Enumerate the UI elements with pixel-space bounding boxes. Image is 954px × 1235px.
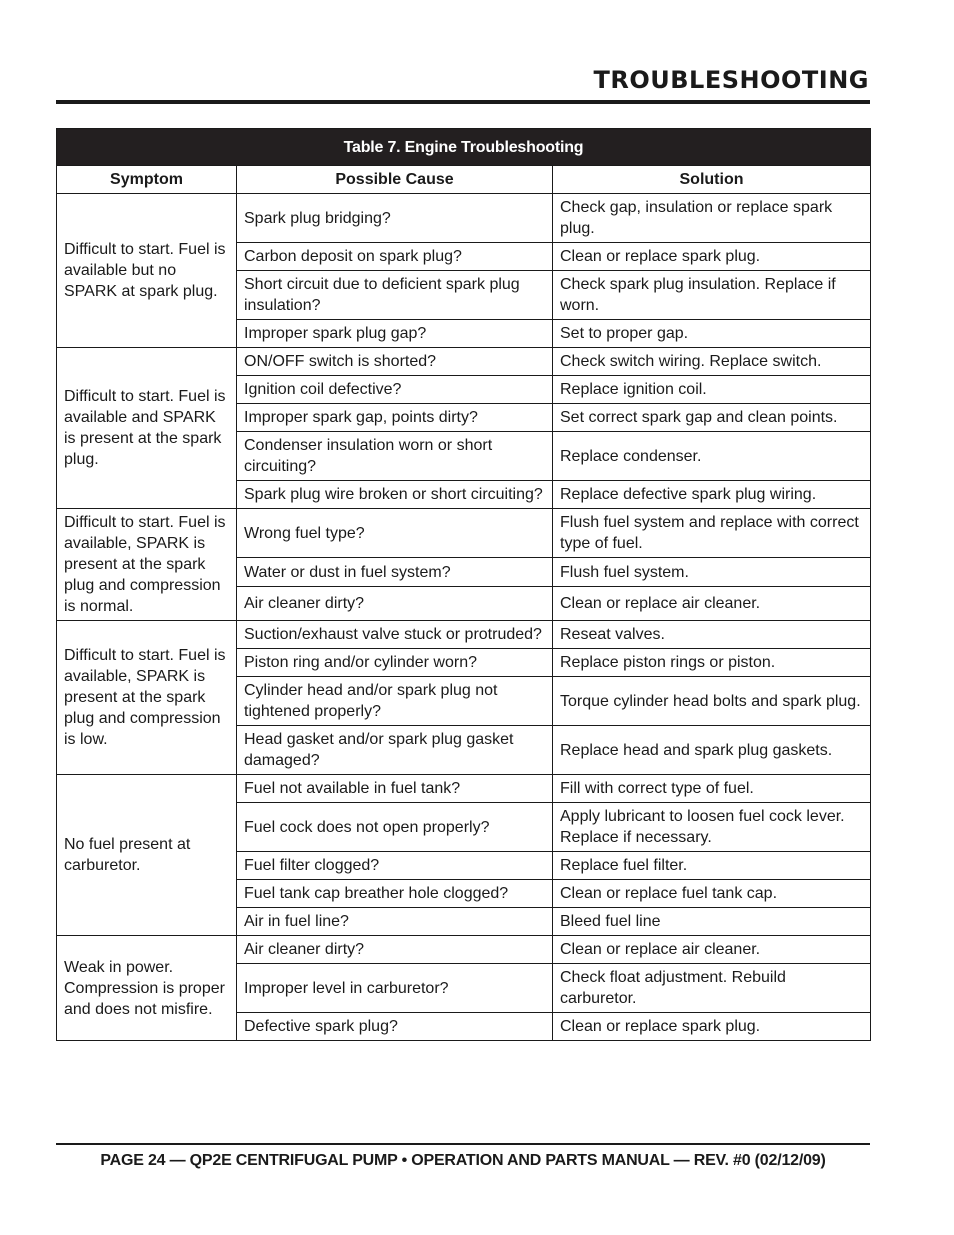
solution-cell: Replace head and spark plug gaskets. [553,726,871,775]
solution-cell: Flush fuel system. [553,558,871,586]
solution-cell: Set correct spark gap and clean points. [553,404,871,432]
solution-cell: Set to proper gap. [553,320,871,348]
table-caption: Table 7. Engine Troubleshooting [57,129,871,166]
column-header-possible-cause: Possible Cause [237,166,553,194]
table-header-row [57,166,871,194]
table-row [57,775,871,803]
solution-cell: Replace ignition coil. [553,376,871,404]
page-header [56,64,869,96]
cause-cell: Fuel filter clogged? [237,852,553,880]
cause-cell: Condenser insulation worn or short circuiting? [237,432,553,481]
cause-cell: Head gasket and/or spark plug gasket damaged? [237,726,553,775]
cause-cell: Short circuit due to deficient spark plug insulation? [237,271,553,320]
cause-cell: Air in fuel line? [237,908,553,936]
symptom-cell: Difficult to start. Fuel is available and SPARK is present at the spark plug. [57,348,237,509]
cause-cell: ON/OFF switch is shorted? [237,348,553,376]
cause-cell: Improper spark plug gap? [237,320,553,348]
solution-cell: Replace piston rings or piston. [553,649,871,677]
solution-cell: Reseat valves. [553,621,871,649]
solution-cell: Check spark plug insulation. Replace if worn. [553,271,871,320]
solution-cell: Replace defective spark plug wiring. [553,481,871,509]
cause-cell: Defective spark plug? [237,1013,553,1041]
solution-cell: Clean or replace fuel tank cap. [553,880,871,908]
cause-cell: Air cleaner dirty? [237,586,553,620]
solution-cell: Clean or replace spark plug. [553,243,871,271]
solution-cell: Flush fuel system and replace with correct type of fuel. [553,509,871,558]
cause-cell: Carbon deposit on spark plug? [237,243,553,271]
cause-cell: Fuel cock does not open properly? [237,803,553,852]
cause-cell: Spark plug wire broken or short circuiting? [237,481,553,509]
table-row [57,509,871,558]
solution-cell: Torque cylinder head bolts and spark plug. [553,677,871,726]
cause-cell: Piston ring and/or cylinder worn? [237,649,553,677]
cause-cell: Spark plug bridging? [237,194,553,243]
symptom-cell: Difficult to start. Fuel is available, SPARK is present at the spark plug and compression is low. [57,621,237,775]
solution-cell: Clean or replace spark plug. [553,1013,871,1041]
table-row [57,194,871,243]
solution-cell: Apply lubricant to loosen fuel cock lever. Replace if necessary. [553,803,871,852]
symptom-cell: Weak in power. Compression is proper and does not misfire. [57,936,237,1041]
cause-cell: Suction/exhaust valve stuck or protruded? [237,621,553,649]
column-header-solution: Solution [553,166,871,194]
solution-cell: Clean or replace air cleaner. [553,936,871,964]
solution-cell: Replace condenser. [553,432,871,481]
cause-cell: Wrong fuel type? [237,509,553,558]
cause-cell: Fuel tank cap breather hole clogged? [237,880,553,908]
symptom-cell: Difficult to start. Fuel is available, SPARK is present at the spark plug and compression is normal. [57,509,237,621]
symptom-cell: Difficult to start. Fuel is available but no SPARK at spark plug. [57,194,237,348]
page-footer: PAGE 24 — QP2E CENTRIFUGAL PUMP • OPERATION AND PARTS MANUAL — REV. #0 (02/12/09) [100,1152,826,1169]
cause-cell: Cylinder head and/or spark plug not tightened properly? [237,677,553,726]
solution-cell: Clean or replace air cleaner. [553,586,871,620]
solution-cell: Replace fuel filter. [553,852,871,880]
column-header-symptom: Symptom [57,166,237,194]
header-rule [56,100,870,104]
footer-rule [56,1143,870,1145]
table-row [57,621,871,649]
engine-troubleshooting-table [56,128,871,1041]
solution-cell: Check switch wiring. Replace switch. [553,348,871,376]
cause-cell: Ignition coil defective? [237,376,553,404]
page-title: TROUBLESHOOTING [593,66,869,94]
solution-cell: Fill with correct type of fuel. [553,775,871,803]
solution-cell: Check gap, insulation or replace spark plug. [553,194,871,243]
table-row [57,936,871,964]
solution-cell: Bleed fuel line [553,908,871,936]
cause-cell: Improper spark gap, points dirty? [237,404,553,432]
cause-cell: Water or dust in fuel system? [237,558,553,586]
table-row [57,348,871,376]
symptom-cell: No fuel present at carburetor. [57,775,237,936]
cause-cell: Improper level in carburetor? [237,964,553,1013]
solution-cell: Check float adjustment. Rebuild carburetor. [553,964,871,1013]
cause-cell: Fuel not available in fuel tank? [237,775,553,803]
cause-cell: Air cleaner dirty? [237,936,553,964]
